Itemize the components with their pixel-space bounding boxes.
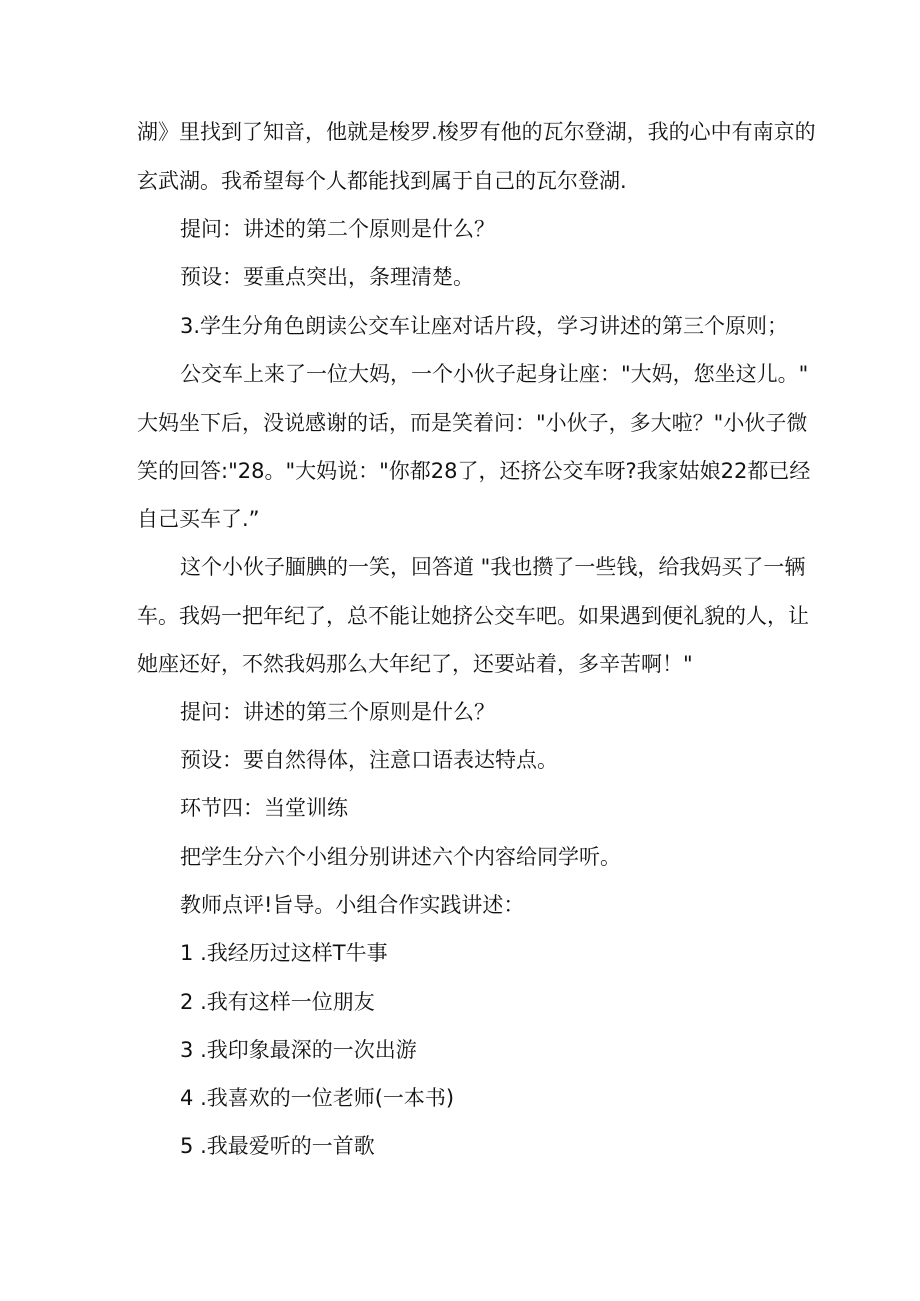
topic-item: [180, 987, 375, 1017]
teacher-note: 教师点评!旨导。小组合作实践讲述：: [180, 893, 525, 917]
paragraph-line: 玄武湖。我希望每个人都能找到属于自己的瓦尔登湖.: [137, 169, 627, 193]
topic-number: 2: [180, 990, 194, 1014]
topic-number: 1: [180, 941, 194, 965]
dialogue-line: 自己买车了.”: [137, 507, 260, 531]
group-instruction: 把学生分六个小组分别讲述六个内容给同学听。: [180, 845, 621, 869]
question-second-principle: 提问：讲述的第二个原则是什么？: [180, 217, 495, 241]
reply-line: 这个小伙子腼腆的一笑，回答道 "我也攒了一些钱，给我妈买了一辆: [180, 555, 806, 579]
paragraph-line: 湖》里找到了知音，他就是梭罗.梭罗有他的瓦尔登湖，我的心中有南京的: [137, 120, 816, 144]
answer-third-principle: 预设：要自然得体，注意口语表达特点。: [180, 748, 558, 772]
question-third-principle: 提问：讲述的第三个原则是什么？: [180, 700, 495, 724]
step-three-heading: 3.学生分角色朗读公交车让座对话片段，学习讲述的第三个原则；: [180, 314, 789, 338]
topic-number: 4: [180, 1086, 194, 1110]
topic-text: .我喜欢的一位老师(一本书): [200, 1086, 455, 1110]
topic-text: .我印象最深的一次出游: [200, 1038, 417, 1062]
topic-item: [180, 1035, 417, 1065]
topic-text: .我经历过这样T牛事: [200, 941, 388, 965]
topic-item: [180, 938, 388, 968]
topic-text: .我有这样一位朋友: [200, 990, 375, 1014]
section-four-heading: 环节四：当堂训练: [180, 796, 348, 820]
topic-text: .我最爱听的一首歌: [200, 1134, 375, 1158]
answer-second-principle: 预设：要重点突出，条理清楚。: [180, 265, 474, 289]
dialogue-line: 笑的回答:"28。"大妈说："你都28了，还挤公交车呀?我家姑娘22都已经: [137, 459, 811, 483]
topic-number: 5: [180, 1134, 194, 1158]
reply-line: 车。我妈一把年纪了，总不能让她挤公交车吧。如果遇到便礼貌的人，让: [137, 604, 809, 628]
reply-line: 她座还好，不然我妈那么大年纪了，还要站着，多辛苦啊！": [137, 652, 693, 676]
dialogue-line: 大妈坐下后，没说感谢的话，而是笑着问："小伙子，多大啦？"小伙子微: [137, 411, 808, 435]
topic-number: 3: [180, 1038, 194, 1062]
dialogue-line: 公交车上来了一位大妈，一个小伙子起身让座："大妈，您坐这儿。": [180, 362, 809, 386]
topic-item: [180, 1131, 375, 1161]
topic-item: [180, 1083, 454, 1113]
